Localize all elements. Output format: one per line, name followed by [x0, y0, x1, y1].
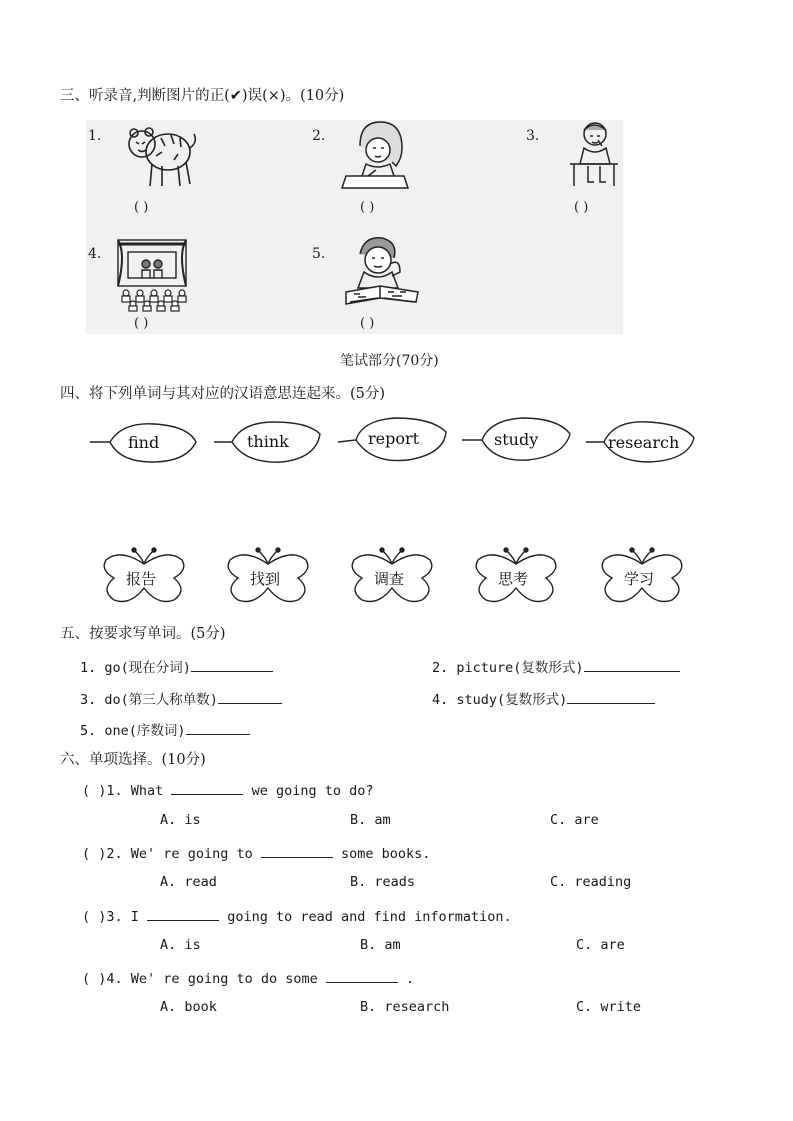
- item-2-answer: ( ): [360, 200, 375, 215]
- question-2-option-b[interactable]: B. reads: [350, 874, 416, 890]
- question-4-number: 4.: [106, 971, 123, 987]
- butterfly-思考[interactable]: [472, 546, 560, 606]
- item-4-number: 4.: [88, 246, 102, 262]
- word-item-5-blank[interactable]: [186, 720, 250, 735]
- girl-writing-icon: [340, 118, 416, 192]
- question-2-option-c[interactable]: C. reading: [550, 874, 632, 890]
- word-item-2: [432, 656, 680, 676]
- word-item-3-blank[interactable]: [218, 689, 282, 704]
- leaf-word-study: study: [494, 430, 539, 449]
- word-item-5: [80, 719, 250, 739]
- word-item-4-text: 4. study(复数形式): [432, 692, 568, 708]
- item-3-answer: ( ): [574, 200, 589, 215]
- question-4-after: .: [406, 971, 415, 987]
- question-2-before: We' re going to: [130, 846, 253, 862]
- question-1-after: we going to do?: [251, 783, 374, 799]
- question-1-answer-paren[interactable]: ( ): [82, 783, 107, 799]
- question-2-answer-paren[interactable]: ( ): [82, 846, 107, 862]
- leaf-think[interactable]: [212, 416, 322, 468]
- question-3-option-b[interactable]: B. am: [360, 937, 401, 953]
- question-4-option-a[interactable]: A. book: [160, 999, 217, 1015]
- leaf-word-report: report: [368, 429, 420, 448]
- leaf-find[interactable]: [88, 418, 198, 468]
- question-1-option-a[interactable]: A. is: [160, 812, 201, 828]
- question-4-blank: [326, 968, 398, 983]
- question-2-option-a[interactable]: A. read: [160, 874, 217, 890]
- question-3-answer-paren[interactable]: ( ): [82, 909, 107, 925]
- question-3-option-c[interactable]: C. are: [576, 937, 625, 953]
- item-5-number: 5.: [312, 246, 326, 262]
- question-3-before: I: [130, 909, 139, 925]
- question-2-blank: [261, 843, 333, 858]
- leaf-word-think: think: [247, 432, 289, 451]
- question-1-option-b[interactable]: B. am: [350, 812, 391, 828]
- item-4-answer: ( ): [134, 316, 149, 331]
- boy-reading-icon: [344, 234, 420, 310]
- question-4-option-b[interactable]: B. research: [360, 999, 450, 1015]
- leaf-word-find: find: [128, 433, 160, 452]
- question-3-after: going to read and find information.: [227, 909, 512, 925]
- butterfly-word-2: 找到: [250, 570, 281, 588]
- question-4-option-c[interactable]: C. write: [576, 999, 642, 1015]
- question-1-blank: [171, 780, 243, 795]
- question-4-answer-paren[interactable]: ( ): [82, 971, 107, 987]
- question-3-option-a[interactable]: A. is: [160, 937, 201, 953]
- question-4-before: We' re going to do some: [130, 971, 318, 987]
- item-1-number: 1.: [88, 128, 102, 144]
- word-item-2-blank[interactable]: [584, 657, 680, 672]
- butterfly-word-3: 调查: [374, 570, 405, 588]
- word-item-4-blank[interactable]: [567, 689, 655, 704]
- butterfly-找到[interactable]: [224, 546, 312, 606]
- question-3-number: 3.: [106, 909, 123, 925]
- word-item-3-text: 3. do(第三人称单数): [80, 692, 218, 708]
- item-3-number: 3.: [526, 128, 540, 144]
- butterfly-word-1: 报告: [126, 570, 157, 588]
- section-6-heading: 六、单项选择。(10分): [60, 752, 206, 768]
- question-1-option-c[interactable]: C. are: [550, 812, 599, 828]
- word-item-1: [80, 656, 273, 676]
- butterfly-word-5: 学习: [624, 570, 655, 588]
- item-2-number: 2.: [312, 128, 326, 144]
- question-2-number: 2.: [106, 846, 123, 862]
- leaf-word-research: research: [608, 433, 680, 452]
- word-item-4: [432, 688, 655, 708]
- boy-thinking-icon: [566, 118, 622, 192]
- butterfly-报告[interactable]: [100, 546, 188, 606]
- section-5-heading: 五、按要求写单词。(5分): [60, 626, 226, 642]
- question-1-before: What: [130, 783, 164, 799]
- leaf-research[interactable]: [584, 416, 696, 468]
- item-5-answer: ( ): [360, 316, 375, 331]
- question-4: [82, 968, 414, 987]
- leaf-study[interactable]: [460, 414, 572, 466]
- word-item-2-text: 2. picture(复数形式): [432, 660, 584, 676]
- item-1-answer: ( ): [134, 200, 149, 215]
- leaf-report[interactable]: [336, 414, 448, 466]
- written-part-title: 笔试部分(70分): [340, 353, 439, 369]
- word-item-5-text: 5. one(序数词): [80, 723, 186, 739]
- section-3-heading: 三、听录音,判断图片的正(✔)误(×)。(10分): [60, 88, 345, 104]
- butterfly-学习[interactable]: [598, 546, 686, 606]
- question-1-number: 1.: [106, 783, 123, 799]
- butterfly-调查[interactable]: [348, 546, 436, 606]
- question-3-blank: [147, 906, 219, 921]
- tiger-icon: [116, 122, 198, 190]
- question-1: [82, 780, 374, 799]
- question-3: [82, 906, 512, 925]
- section-4-heading: 四、将下列单词与其对应的汉语意思连起来。(5分): [60, 386, 386, 402]
- question-2: [82, 843, 430, 862]
- word-item-3: [80, 688, 282, 708]
- word-item-1-text: 1. go(现在分词): [80, 660, 191, 676]
- butterfly-word-4: 思考: [498, 570, 529, 588]
- theater-stage-icon: [112, 238, 192, 312]
- word-item-1-blank[interactable]: [191, 657, 273, 672]
- question-2-after: some books.: [341, 846, 431, 862]
